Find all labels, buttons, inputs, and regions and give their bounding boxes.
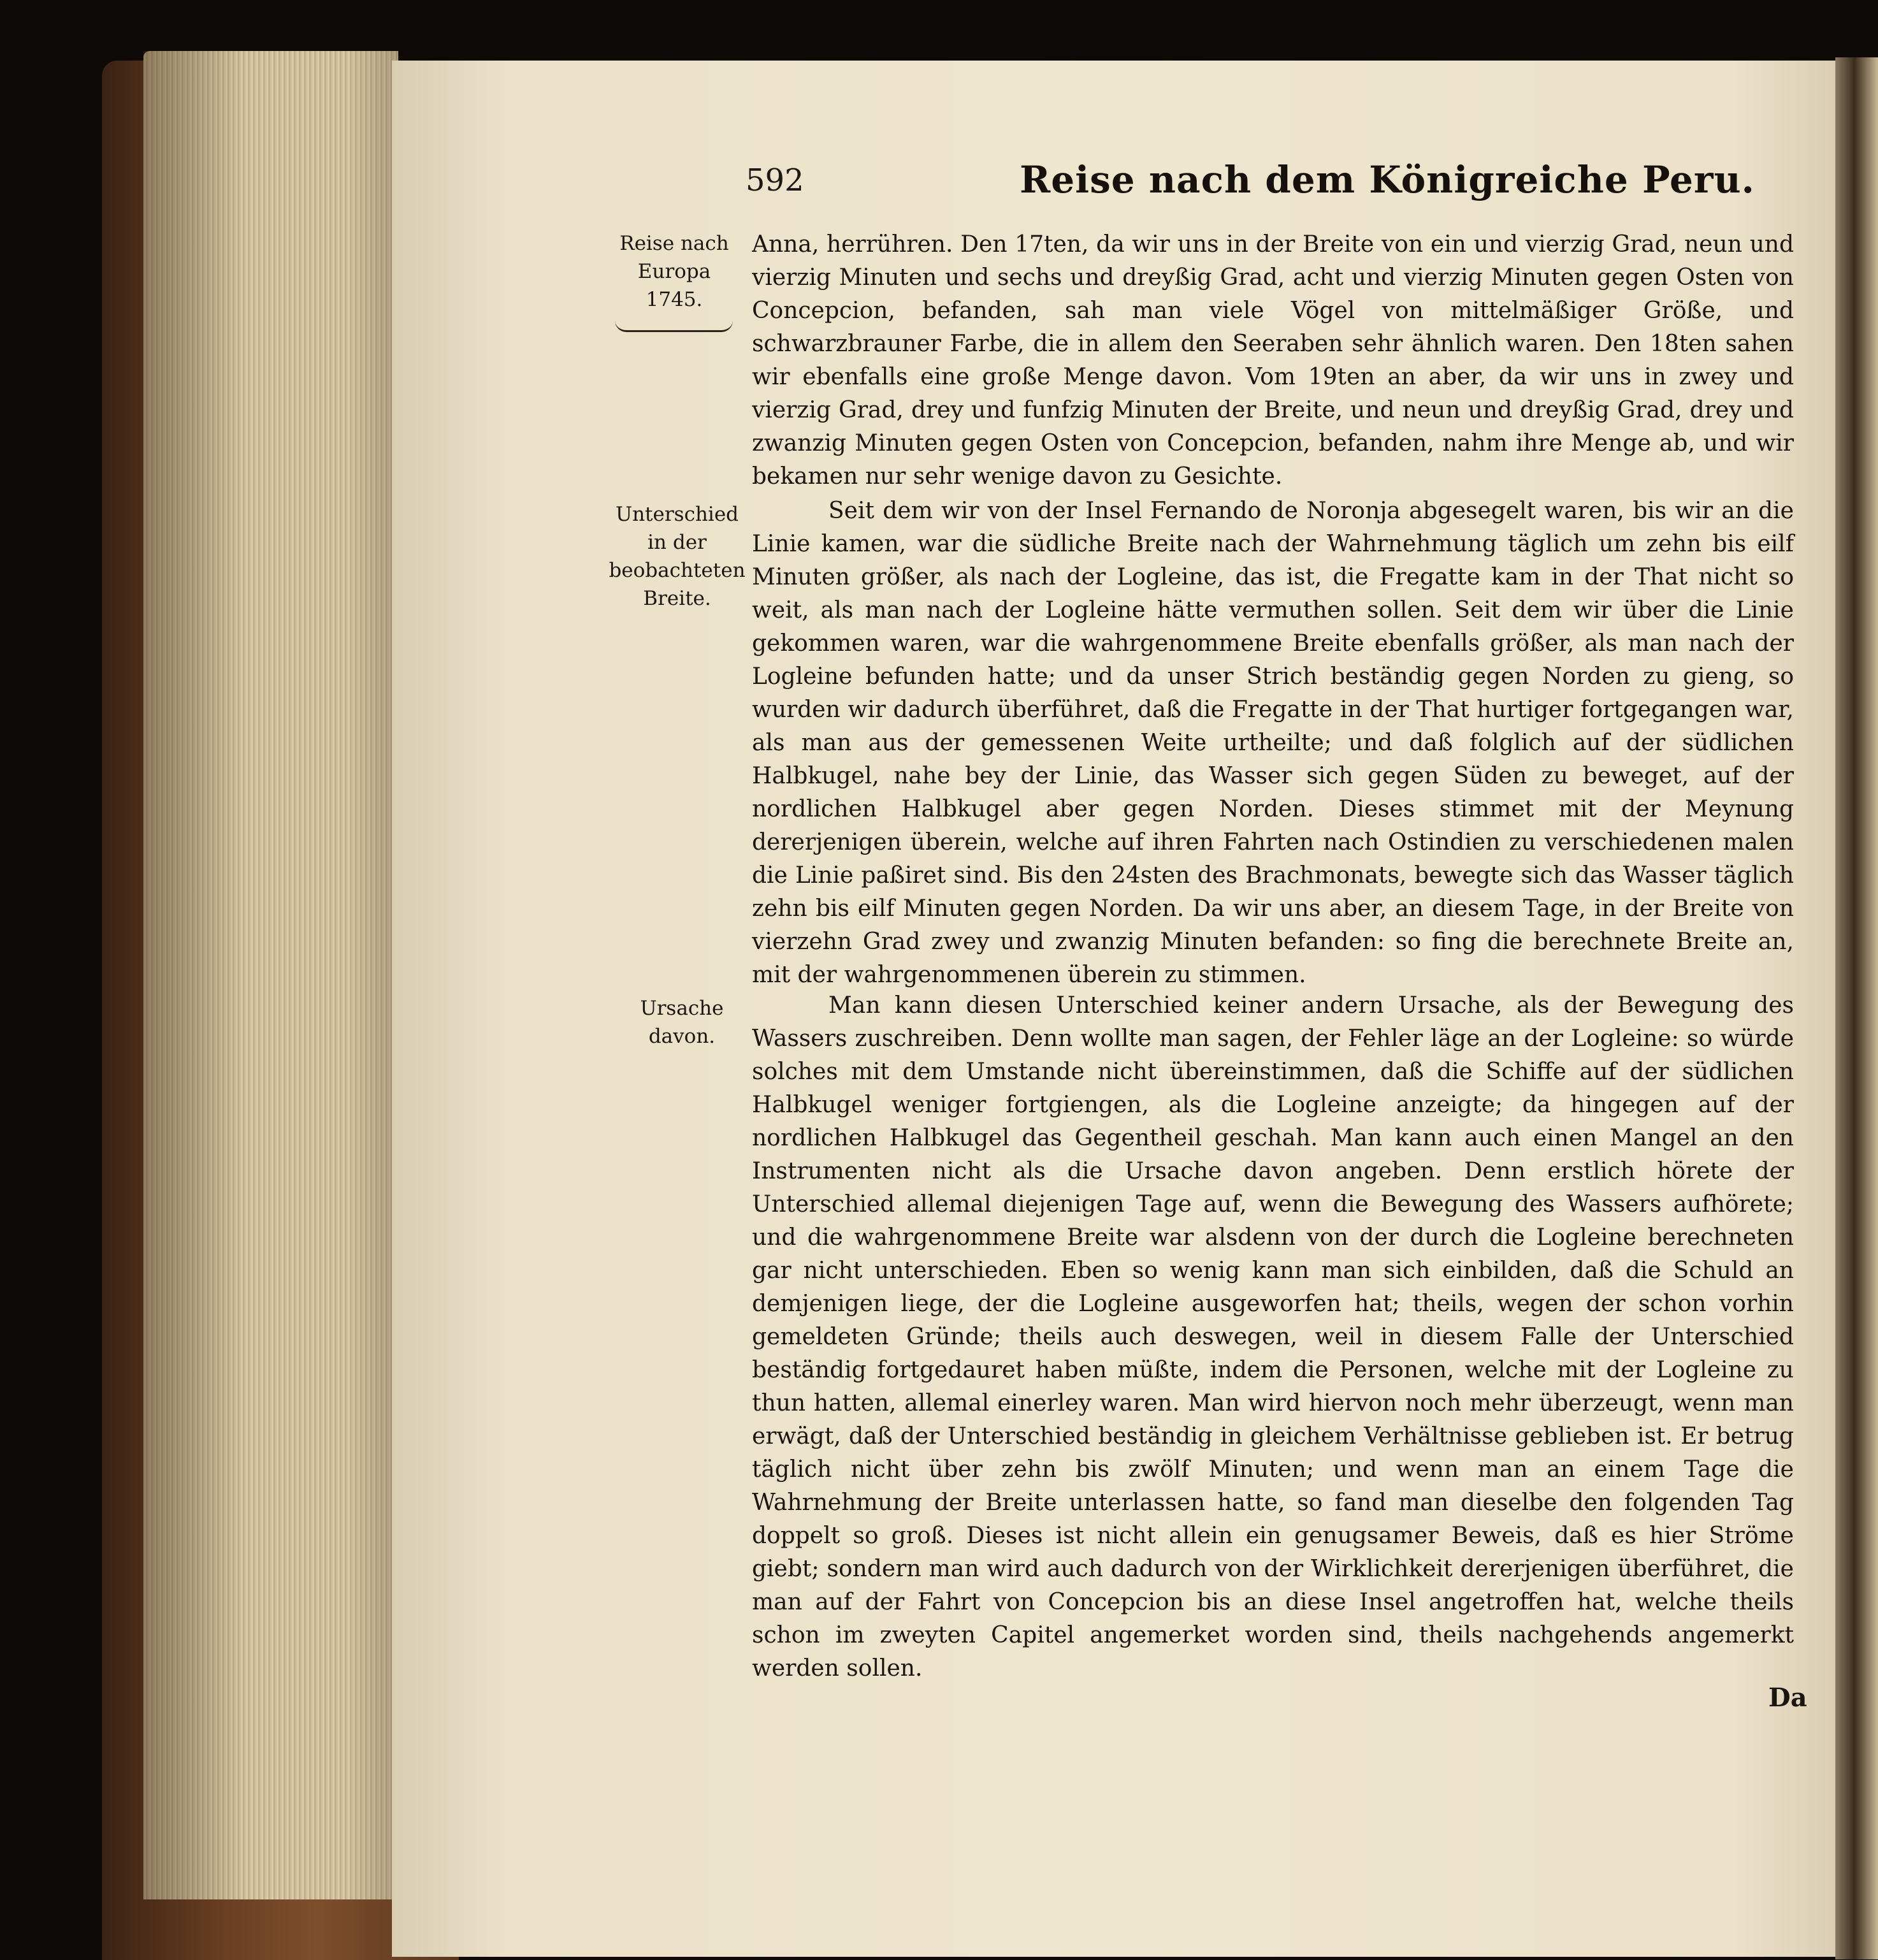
page-number: 592 [746, 163, 804, 198]
paragraph-2: Seit dem wir von der Insel Fernando de Noronja abgesegelt waren, bis wir an die Linie kamen, war die südliche Breite nach der Wahrnehmung täglich um zehn bis eilf Minuten größer, als nach der Logleine, das ist, die Fregatte kam in der That nicht so weit, als man nach der Logleine hätte vermuthen sollen. Seit dem wir über die Linie gekommen waren, war die wahrgenommene Breite ebenfalls größer, als man nach der Logleine befunden hatte; und da unser Strich beständig gegen Norden zu gieng, so wurden wir dadurch überführet, daß die Fregatte in der That hurtiger fortgegangen war, als man aus der gemessenen Weite urtheilte; und daß folglich auf der südlichen Halbkugel, nahe bey der Linie, das Wasser sich gegen Süden zu beweget, auf der nordlichen Halbkugel aber gegen Norden. Dieses stimmet mit der Meynung dererjenigen überein, welche auf ihren Fahrten nach Ostindien zu verschiedenen malen die Linie paßiret sind. Bis den 24sten des Brachmonats, bewegte sich das Wasser täglich zehn bis eilf Minuten gegen Norden. Da wir uns aber, an diesem Tage, in der Breite von vierzehn Grad zwey und zwanzig Minuten befanden: so fing die berechnete Breite an, mit der wahrgenommenen überein zu stimmen. [752, 498, 1794, 988]
margin-note-voyage: Reise nach Europa 1745. [619, 232, 729, 311]
paragraph-3: Man kann diesen Unterschied keiner andern Ursache, als der Bewegung des Wassers zuschreiben. Denn wollte man sagen, der Fehler läge an der Logleine: so würde solches mit dem Umstande nicht übereinstimmen, daß die Schiffe auf der südlichen Halbkugel weniger fortgiengen, als die Logleine anzeigte; da hingegen auf der nordlichen Halbkugel das Gegentheil geschah. Man kann auch einen Mangel an den Instrumenten nicht als die Ursache davon angeben. Denn erstlich hörete der Unterschied allemal diejenigen Tage auf, wenn die Bewegung des Wassers aufhörete; und die wahrgenommene Breite war alsdenn von der durch die Logleine berechneten gar nicht unterschieden. Eben so wenig kann man sich einbilden, daß die Schuld an demjenigen liege, der die Logleine ausgeworfen hat; theils, wegen der schon vorhin gemeldeten Gründe; theils auch deswegen, weil in diesem Falle der Unterschied beständig fortgedauret haben müßte, indem die Personen, welche mit der Logleine zu thun hatten, allemal einerley waren. Man wird hiervon noch mehr überzeugt, wenn man erwägt, daß der Unterschied beständig in gleichem Verhältnisse geblieben ist. Er betrug täglich nicht über zehn bis zwölf Minuten; und wenn man an einem Tage die Wahrnehmung der Breite unterlassen hatte, so fand man dieselbe den folgenden Tag doppelt so groß. Dieses ist nicht allein ein genugsamer Beweis, daß es hier Ströme giebt; sondern man wird auch dadurch von der Wirklichkeit dererjenigen überführet, die man auf der Fahrt von Concepcion bis an diese Insel angetroffen hat, welche theils schon im zweyten Capitel angemerket worden sind, theils nachgehends angemerkt werden sollen. [752, 992, 1794, 1681]
paragraph-1: Anna, herrühren. Den 17ten, da wir uns in der Breite von ein und vierzig Grad, neun und vierzig Minuten und sechs und dreyßig Grad, acht und vierzig Minuten gegen Osten von Concepcion, befanden, sah man viele Vögel von mittelmäßiger Größe, und schwarzbrauner Farbe, die in allem den Seeraben sehr ähnlich waren. Den 18ten sahen wir ebenfalls eine große Menge davon. Vom 19ten an aber, da wir uns in zwey und vierzig Grad, drey und funfzig Minuten der Breite, und neun und dreyßig Grad, drey und zwanzig Minuten gegen Osten von Concepcion, befanden, nahm ihre Menge ab, und wir bekamen nur sehr wenige davon zu Gesichte. [752, 231, 1794, 490]
catchword: Da [1768, 1683, 1807, 1713]
margin-note-latitude-difference: Unterschied in der beobachteten Breite. [609, 503, 746, 610]
book-gutter [1835, 57, 1878, 1959]
brace-mark [615, 317, 733, 332]
margin-note-cause: Ursache davon. [640, 997, 724, 1048]
running-title: Reise nach dem Königreiche Peru. [1020, 158, 1755, 201]
